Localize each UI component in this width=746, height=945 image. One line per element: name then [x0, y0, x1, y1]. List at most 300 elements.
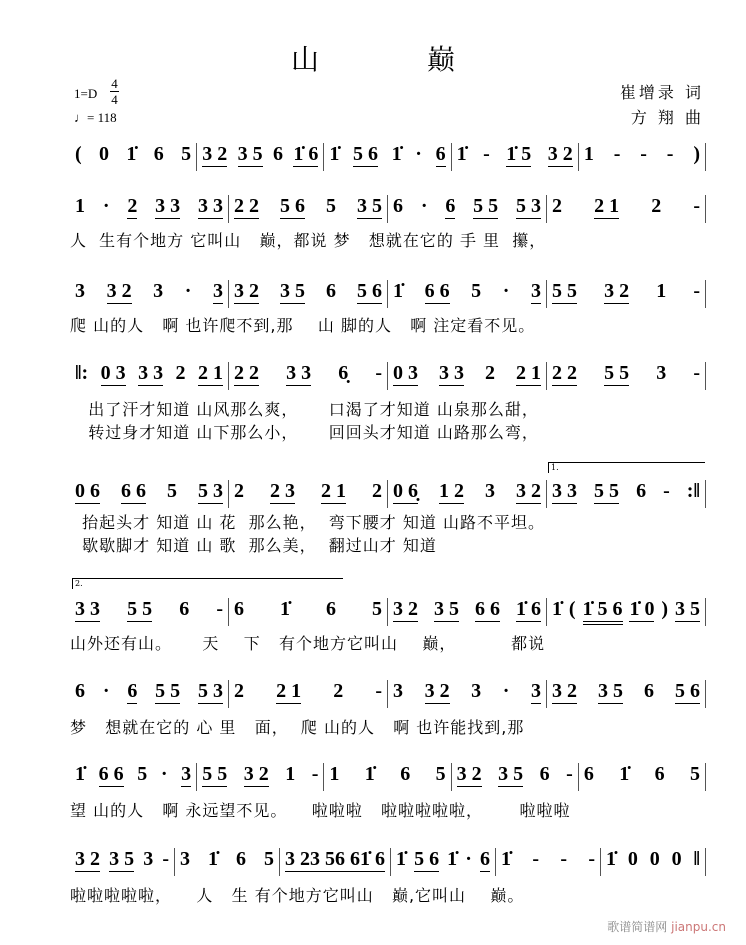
- note: 0: [644, 598, 655, 620]
- beamed-group: [293, 143, 318, 167]
- note: 3: [138, 362, 149, 384]
- beamed-group: [234, 362, 259, 386]
- beamed-group: [286, 362, 311, 386]
- note: 2: [619, 280, 630, 302]
- note: 1̇: [516, 598, 526, 620]
- note: -: [663, 480, 670, 502]
- staff-row: [70, 143, 706, 173]
- note: 5: [473, 195, 484, 217]
- note: 3: [212, 280, 223, 302]
- note: 6: [400, 763, 411, 785]
- note: ·: [102, 680, 110, 702]
- beamed-group: [202, 143, 227, 167]
- note: 6: [98, 763, 109, 785]
- beamed-group: [414, 848, 439, 872]
- beamed-group: [552, 280, 577, 304]
- note: ·: [415, 143, 422, 165]
- watermark: [607, 918, 726, 935]
- note: 5: [689, 763, 700, 785]
- lyrics-line: 抬起头才 知道 山 花 那么艳， 弯下腰才 知道 山路不平坦。: [70, 513, 545, 532]
- note: 5: [604, 362, 615, 384]
- beamed-group: [425, 680, 450, 704]
- beamed-group: [75, 598, 100, 622]
- note: ·: [184, 280, 192, 302]
- note: 5: [613, 680, 623, 702]
- note: 5: [435, 763, 446, 785]
- note: ·: [102, 195, 110, 217]
- note: 5: [181, 143, 192, 165]
- beamed-group: [436, 143, 446, 167]
- measure: [70, 763, 197, 791]
- time-signature: [110, 76, 119, 107]
- note: 1̇: [456, 143, 467, 165]
- note: 2: [234, 680, 244, 702]
- beamed-group: [99, 763, 124, 787]
- note: -: [532, 848, 539, 870]
- beamed-group: [127, 598, 152, 622]
- note: 5: [353, 143, 364, 165]
- beamed-group: [480, 848, 490, 872]
- beamed-group: [138, 362, 163, 386]
- beamed-group: [516, 362, 541, 386]
- note: -: [216, 598, 223, 620]
- note: 6: [644, 680, 654, 702]
- beamed-group: [531, 280, 541, 304]
- note: 3: [456, 763, 467, 785]
- beamed-group: [516, 195, 541, 219]
- note: 3: [498, 763, 509, 785]
- note: 2: [333, 680, 344, 702]
- note: 6: [75, 680, 85, 702]
- beamed-group: [198, 362, 223, 386]
- note: -: [375, 362, 382, 384]
- note: 0: [393, 362, 403, 384]
- measure: [388, 680, 547, 708]
- measure: [229, 598, 388, 626]
- note: 6: [490, 598, 500, 620]
- beamed-group: [439, 480, 464, 504]
- beamed-group: [109, 848, 134, 872]
- note: 6: [445, 195, 456, 217]
- beamed-group: [552, 362, 577, 386]
- note: 6: [326, 598, 336, 620]
- note: 1: [583, 143, 594, 165]
- note: ): [693, 143, 700, 165]
- measure: [324, 763, 451, 791]
- beamed-group: [594, 195, 619, 219]
- note: ‖: [693, 848, 700, 870]
- lyrics-line: 出了汗才知道 山风那么爽， 口渴了才知道 山泉那么甜，: [70, 400, 539, 419]
- note: 1: [439, 480, 449, 502]
- note: 2: [552, 195, 562, 217]
- note: 5: [449, 598, 459, 620]
- staff-row: [70, 763, 706, 793]
- note: 6: [479, 848, 490, 870]
- time-top: 4: [111, 76, 118, 91]
- note: 1̇: [391, 143, 402, 165]
- note: 5: [280, 195, 290, 217]
- note: 6: [435, 143, 446, 165]
- note: 1̇: [606, 848, 616, 870]
- note: 2: [471, 763, 482, 785]
- note: 0: [627, 848, 638, 870]
- beamed-group: [244, 763, 269, 787]
- note: 3: [604, 280, 615, 302]
- note: 1: [75, 195, 85, 217]
- note: 6: [113, 763, 124, 785]
- note: 3: [530, 195, 541, 217]
- note: -: [613, 143, 621, 165]
- staff-row: [70, 280, 706, 310]
- note: 1̇: [506, 143, 517, 165]
- note: -: [693, 195, 700, 217]
- note: 2: [651, 195, 662, 217]
- note: 5: [471, 280, 482, 302]
- note: 1: [531, 362, 541, 384]
- note: 2: [567, 680, 577, 702]
- lyrics-line: 望 山的人 啊 永远望不见。 啦啦啦 啦啦啦啦啦， 啦啦啦: [70, 801, 571, 820]
- note: 2: [552, 362, 562, 384]
- beamed-group: [473, 195, 498, 219]
- note: 6: [372, 280, 382, 302]
- note: 3: [516, 480, 526, 502]
- staff-row: [70, 195, 706, 225]
- beamed-group: [531, 680, 541, 704]
- note: 3: [170, 195, 181, 217]
- note: (: [568, 598, 576, 620]
- beamed-group: [234, 280, 259, 304]
- note: 1̇: [582, 598, 593, 620]
- note: 2: [270, 480, 280, 502]
- note: 3: [552, 680, 562, 702]
- volta-2: 2.: [72, 578, 343, 589]
- beamed-group: [181, 763, 191, 787]
- note: 1: [212, 362, 223, 384]
- beamed-group: [475, 598, 500, 622]
- beamed-group: [552, 480, 577, 504]
- note: 6: [136, 480, 146, 502]
- note: 3: [485, 480, 495, 502]
- note: 5: [295, 280, 305, 302]
- beamed-group: [353, 143, 378, 167]
- beamed-group: [393, 480, 418, 504]
- measure: [324, 143, 451, 171]
- note: ·: [502, 280, 510, 302]
- note: 1̇: [364, 763, 375, 785]
- beamed-group: [434, 598, 459, 622]
- note: 6: [326, 280, 336, 302]
- beamed-group: [276, 680, 301, 704]
- beamed-group: [321, 480, 346, 504]
- note: 1̇: [619, 763, 630, 785]
- note: 5: [488, 195, 499, 217]
- note: 5: [252, 143, 263, 165]
- note: ·: [502, 680, 510, 702]
- note: 3: [674, 598, 685, 620]
- note: 0: [99, 143, 110, 165]
- note: -: [693, 280, 700, 302]
- beamed-group: [127, 195, 137, 219]
- measure: [547, 480, 706, 508]
- watermark-cn: 歌谱简谱网: [607, 920, 668, 934]
- note: 2: [567, 362, 577, 384]
- note: 2: [197, 362, 208, 384]
- note: 1̇: [447, 848, 458, 870]
- note: 3: [286, 362, 297, 384]
- note: 6̣: [338, 362, 349, 384]
- beamed-group: [75, 480, 100, 504]
- note: 2: [531, 480, 541, 502]
- note: 1̇: [75, 763, 85, 785]
- beamed-group: [107, 280, 132, 304]
- note: 3: [212, 680, 223, 702]
- measure: [70, 362, 229, 390]
- staff-row: [70, 848, 706, 878]
- note: 5: [372, 598, 382, 620]
- staff-row: [70, 480, 706, 510]
- note: 5: [167, 480, 177, 502]
- note: 5: [142, 598, 153, 620]
- note: -: [666, 143, 674, 165]
- note: 6: [583, 763, 594, 785]
- note: 5: [689, 598, 700, 620]
- note: 5: [170, 680, 181, 702]
- note: 3: [547, 143, 558, 165]
- note: 5: [155, 680, 166, 702]
- beamed-group: [516, 480, 541, 504]
- measure: [229, 362, 388, 390]
- note: 3: [155, 195, 166, 217]
- note: 0: [100, 362, 111, 384]
- note: -: [693, 362, 700, 384]
- note: 1̇: [126, 143, 137, 165]
- note: ‖:: [75, 362, 89, 384]
- note: 5: [124, 848, 135, 870]
- note: 3: [530, 280, 541, 302]
- measure: [229, 195, 388, 223]
- note: 3: [202, 143, 213, 165]
- beamed-group: [457, 763, 482, 787]
- measure: [70, 848, 175, 876]
- note: 5: [597, 598, 608, 620]
- note: 6: [439, 280, 450, 302]
- note: 3: [471, 680, 482, 702]
- measure: [388, 280, 547, 308]
- key-signature: 1=D: [74, 86, 98, 101]
- note: 6: [654, 763, 665, 785]
- note: 2: [562, 143, 573, 165]
- note: 0: [649, 848, 660, 870]
- note: 3: [454, 362, 464, 384]
- beamed-group: [213, 280, 223, 304]
- note: 2: [249, 195, 259, 217]
- note: ·: [160, 763, 168, 785]
- note: 1̇: [329, 143, 340, 165]
- beamed-group: [598, 680, 623, 704]
- measure: [70, 195, 229, 223]
- note: 1̇: [293, 143, 304, 165]
- measure: [452, 763, 579, 791]
- note: 2: [516, 362, 526, 384]
- measure: [70, 143, 197, 171]
- note: :‖: [686, 480, 700, 502]
- note: 3: [310, 848, 320, 870]
- note: 3: [212, 195, 223, 217]
- measure: [229, 280, 388, 308]
- beamed-group: [506, 143, 531, 167]
- note: 2: [300, 848, 310, 870]
- note: 2: [127, 195, 138, 217]
- beamed-group: [604, 280, 629, 304]
- beamed-group: [393, 598, 418, 622]
- measure: [70, 598, 229, 626]
- beamed-group: [425, 280, 450, 304]
- note: 3: [243, 763, 254, 785]
- note: 3: [75, 848, 85, 870]
- note: 6: [335, 848, 345, 870]
- note: 3: [109, 848, 120, 870]
- beamed-group: [198, 195, 223, 219]
- note: 6: [295, 195, 305, 217]
- measure: [547, 195, 706, 223]
- note: 2: [258, 763, 269, 785]
- note: 1: [329, 763, 340, 785]
- beamed-group: [360, 848, 385, 872]
- note: 3: [181, 763, 192, 785]
- measure: [388, 598, 547, 626]
- lyrics-line: 山外还有山。 天 下 有个地方它叫山 巅， 都说: [70, 634, 546, 653]
- measure: [452, 143, 579, 171]
- note: 3: [393, 598, 403, 620]
- note: 5: [414, 848, 425, 870]
- composer: 方 翔 曲: [630, 108, 704, 127]
- measure: [547, 280, 706, 308]
- note: -: [640, 143, 647, 165]
- note: 6: [429, 848, 440, 870]
- measure: [496, 848, 601, 876]
- note: 2: [234, 195, 244, 217]
- note: 3: [106, 280, 117, 302]
- beamed-group: [516, 598, 541, 622]
- lyrics-line: 啦啦啦啦啦， 人 生 有个地方它叫山 巅,它叫山 巅。: [70, 886, 525, 905]
- beamed-group: [583, 598, 623, 625]
- measure: [197, 143, 324, 171]
- note: 3: [285, 848, 295, 870]
- note: 6: [612, 598, 623, 620]
- note: 5: [521, 143, 532, 165]
- note: 0: [671, 848, 682, 870]
- beamed-group: [393, 362, 418, 386]
- beamed-group: [280, 195, 305, 219]
- note: 1̇: [360, 848, 370, 870]
- note: 6: [127, 680, 138, 702]
- note: 3: [530, 680, 541, 702]
- note: 6: [531, 598, 541, 620]
- measure: [229, 680, 388, 708]
- note: 6̣: [408, 480, 418, 502]
- beamed-group: [552, 680, 577, 704]
- note: 3: [424, 680, 435, 702]
- measure: [280, 848, 391, 876]
- beamed-group: [270, 480, 295, 504]
- measure: [197, 763, 324, 791]
- note: 3: [90, 598, 100, 620]
- beamed-group: [155, 680, 180, 704]
- note: 2: [321, 480, 331, 502]
- note: 3: [301, 362, 312, 384]
- note: 1: [336, 480, 346, 502]
- measure: [70, 680, 229, 708]
- note: 1̇: [280, 598, 290, 620]
- note: -: [566, 763, 573, 785]
- beamed-group: [335, 848, 360, 872]
- beamed-group: [548, 143, 573, 167]
- note: 3: [75, 280, 85, 302]
- note: 6: [90, 480, 100, 502]
- measure: [547, 680, 706, 708]
- measure: [388, 362, 547, 390]
- note: 3: [357, 195, 367, 217]
- note: 5: [619, 362, 630, 384]
- note: 2: [175, 362, 186, 384]
- note: 3: [393, 680, 403, 702]
- beamed-group: [439, 362, 464, 386]
- note: 2: [234, 362, 244, 384]
- staff-row: [70, 362, 706, 392]
- note: 3: [197, 195, 208, 217]
- note: 5: [197, 680, 208, 702]
- note: 2: [249, 280, 259, 302]
- note: 2: [454, 480, 464, 502]
- note: ·: [420, 195, 428, 217]
- note: 6: [272, 143, 283, 165]
- note: 6: [236, 848, 246, 870]
- note: ): [661, 598, 669, 620]
- lyricist: 崔增录 词: [619, 83, 704, 102]
- staff-row: [70, 598, 706, 628]
- beamed-group: [675, 598, 700, 622]
- note: 1̇: [208, 848, 218, 870]
- measure: [70, 280, 229, 308]
- note: 6: [234, 598, 244, 620]
- note: 3: [75, 598, 85, 620]
- note: 6: [121, 480, 131, 502]
- measure: [70, 480, 229, 508]
- note: 1: [656, 280, 667, 302]
- note: 1̇: [552, 598, 562, 620]
- note: 5: [594, 480, 605, 502]
- note: 0: [75, 480, 85, 502]
- note: 5: [567, 280, 577, 302]
- beamed-group: [357, 280, 382, 304]
- note: 6: [393, 195, 403, 217]
- note: -: [588, 848, 595, 870]
- note: 2: [217, 143, 228, 165]
- note: 3: [434, 598, 444, 620]
- beamed-group: [675, 680, 700, 704]
- note: (: [75, 143, 82, 165]
- note: 1: [285, 763, 296, 785]
- note: 5: [264, 848, 274, 870]
- beamed-group: [498, 763, 523, 787]
- beamed-group: [310, 848, 335, 872]
- note: 5: [127, 598, 138, 620]
- note: 2: [372, 480, 382, 502]
- beamed-group: [594, 480, 619, 504]
- note: 3: [237, 143, 248, 165]
- lyrics-line: 转过身才知道 山下那么小， 回回头才知道 山路那么弯，: [70, 423, 539, 442]
- note: 3: [115, 362, 126, 384]
